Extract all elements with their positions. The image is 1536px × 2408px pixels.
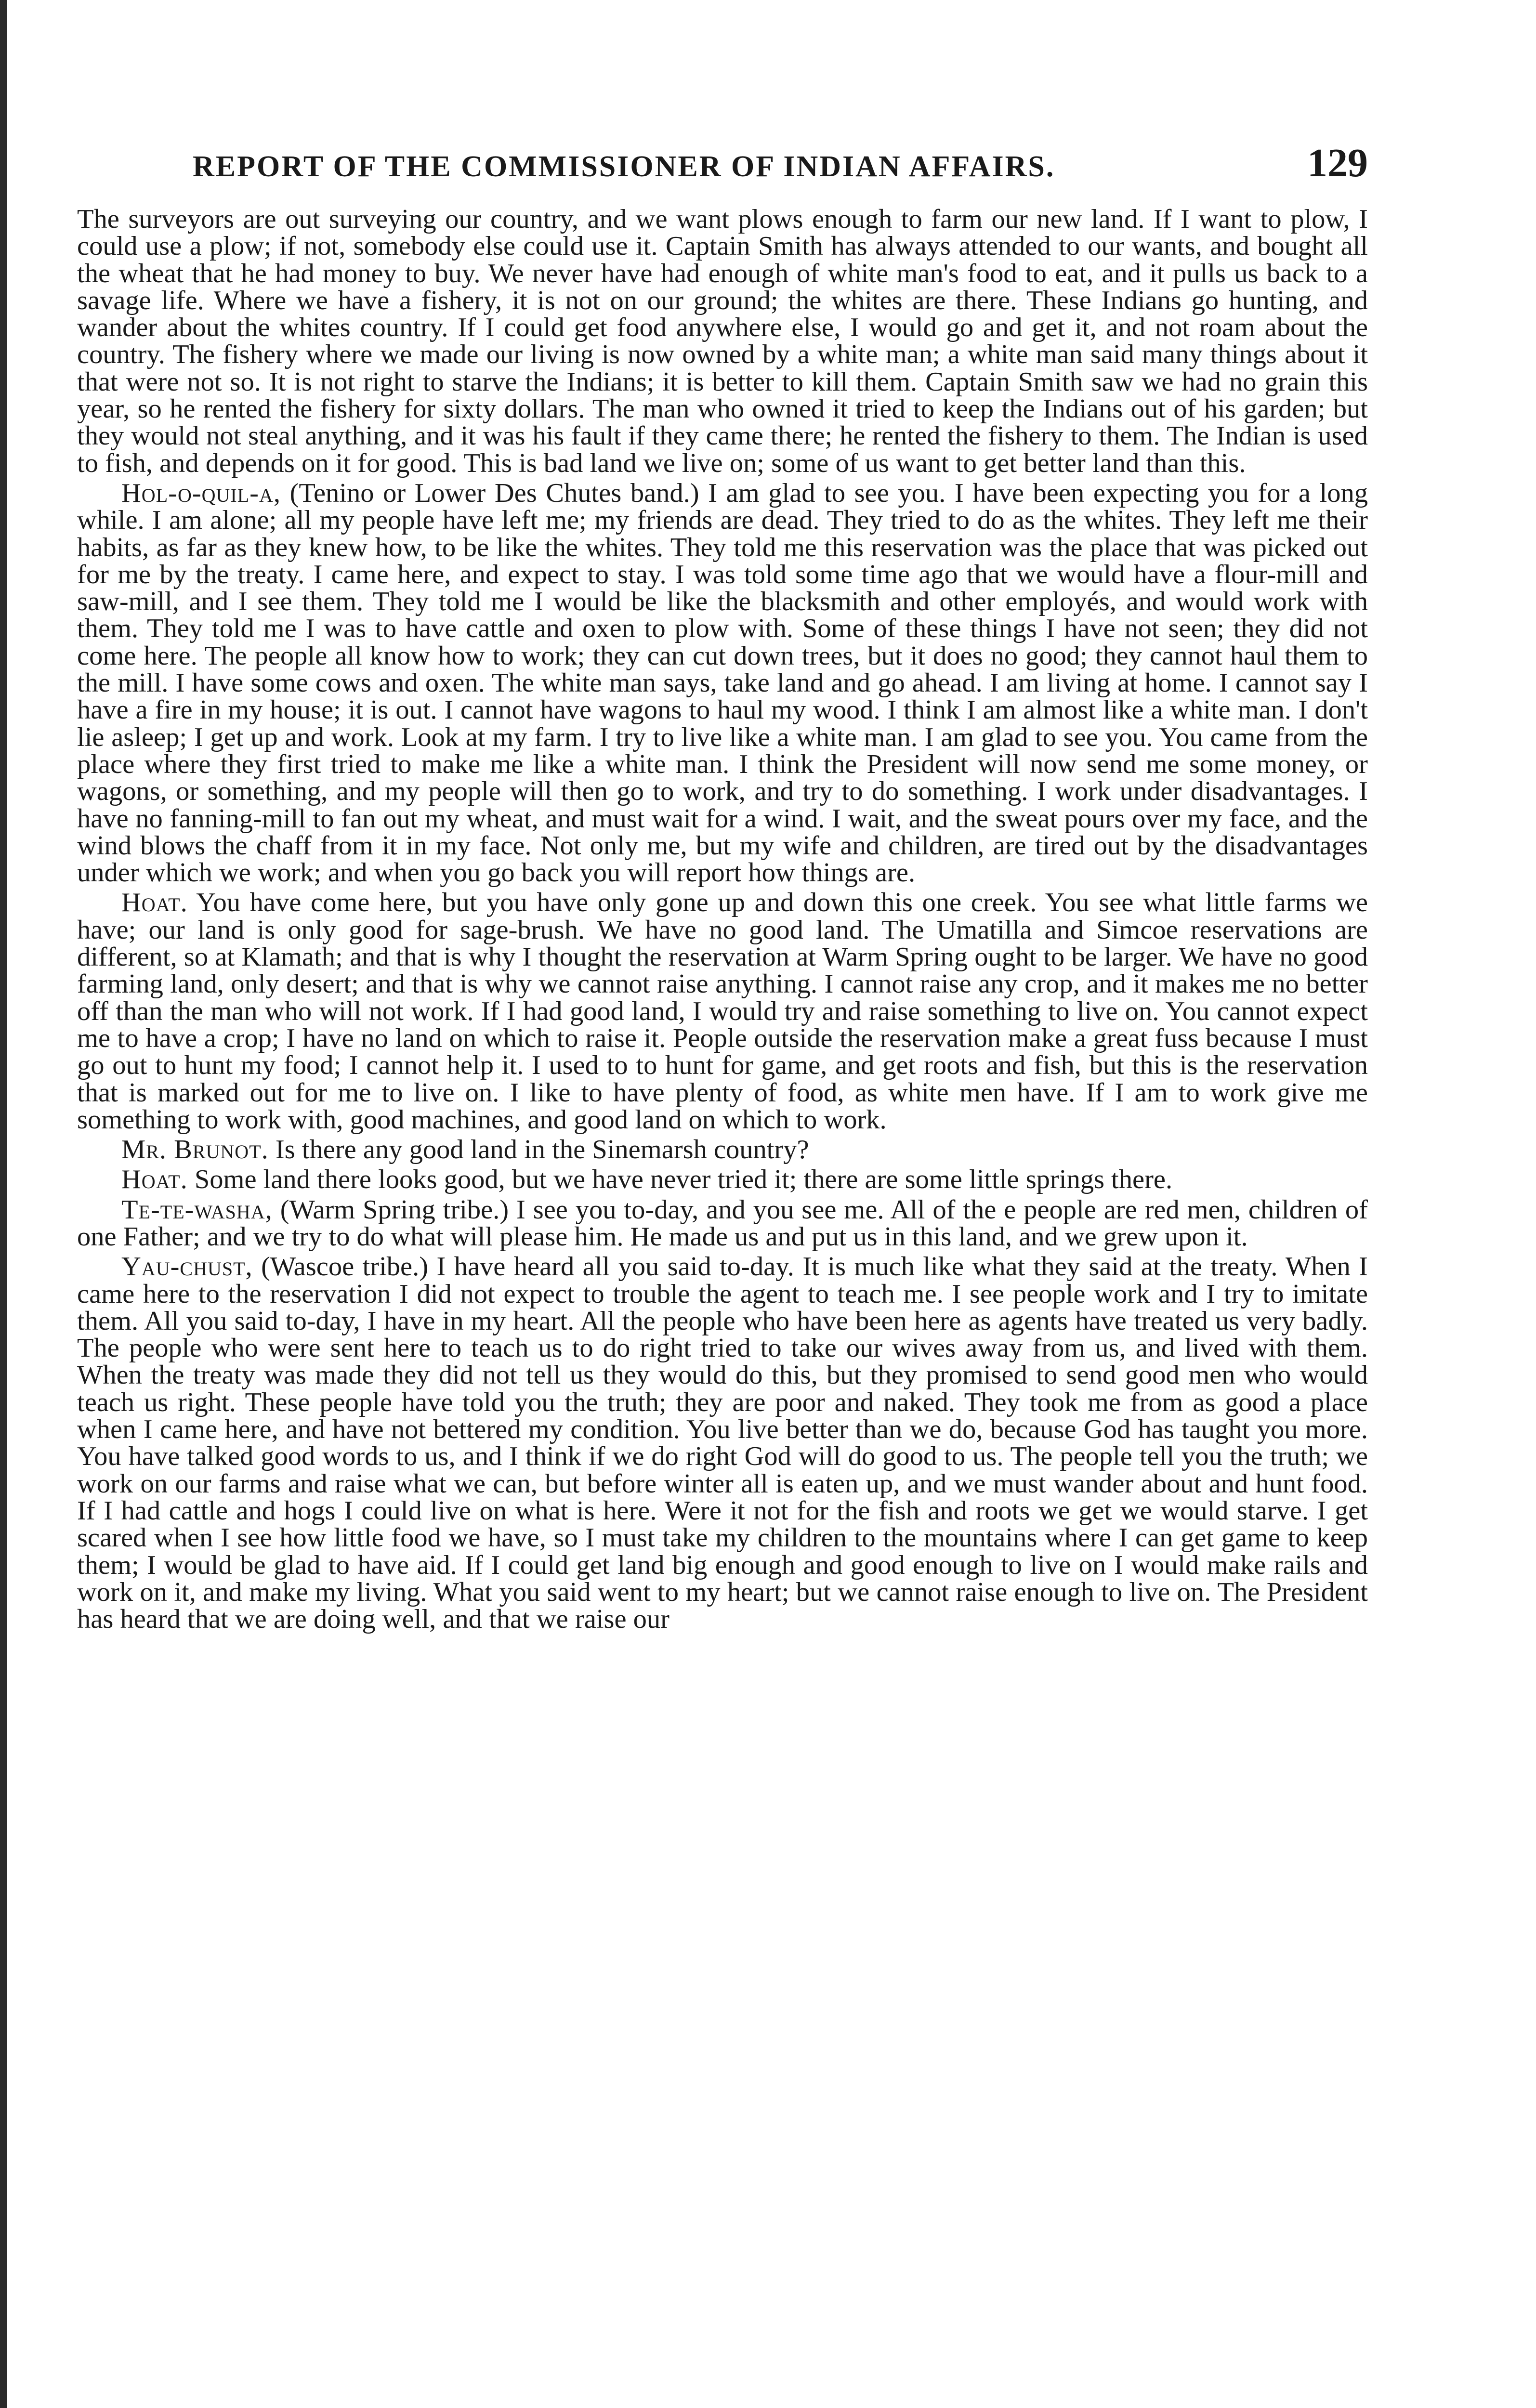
document-page [77,140,1368,1636]
paragraph-7 [77,1253,1368,1633]
speaker-name: Hoat. [121,888,188,918]
speaker-name: Mr. Brunot. [121,1135,269,1165]
paragraph-text: You have come here, but you have only gone up and down this one creek. You see what little farms we have; our land is only good for sage-brush. We have no good land. The Umatilla and Simcoe reservations are different, so at Klamath; and that is why I thought the reservation at Warm Spring ought to be larger. We have no good farming land, only desert; and that is why we cannot raise anything. I cannot raise any crop, and it makes me no better off than the man who will not work. If I had good land, I would try and raise something to live on. You cannot expect me to have a crop; I have no land on which to raise it. People outside the reservation make a great fuss because I must go out to hunt my food; I cannot help it. I used to to hunt for game, and get roots and fish, but this is the reservation that is marked out for me to live on. I like to have plenty of food, as white men have. If I am to work give me something to work with, good machines, and good land on which to work. [77,888,1368,1135]
page-number: 129 [1307,141,1368,185]
running-title: REPORT OF THE COMMISSIONER OF INDIAN AFFAIRS. [193,150,1055,183]
paragraph-text: The surveyors are out surveying our country, and we want plows enough to farm our new land. If I want to plow, I could use a plow; if not, somebody else could use it. Captain Smith has always attended to our wants, and bought all the wheat that he had money to buy. We never have had enough of white man's food to eat, and it pulls us back to a savage life. Where we have a fishery, it is not on our ground; the whites are there. These Indians go hunting, and wander about the whites country. If I could get food anywhere else, I would go and get it, and not roam about the country. The fishery where we made our living is now owned by a white man; a white man said many things about it that were not so. It is not right to starve the Indians; it is better to kill them. Captain Smith saw we had no grain this year, so he rented the fishery for sixty dollars. The man who owned it tried to keep the Indians out of his garden; but they would not steal anything, and it was his fault if they came there; he rented the fishery to them. The Indian is used to fish, and depends on it for good. This is bad land we live on; some of us want to get better land than this. [77,204,1368,478]
running-head [77,140,1368,186]
paragraph-text: Is there any good land in the Sinemarsh country? [268,1135,809,1165]
paragraph-3 [77,889,1368,1133]
speaker-name: Yau-chust, [121,1252,253,1282]
speaker-name: Hoat. [121,1165,188,1195]
paragraph-text: (Tenino or Lower Des Chutes band.) I am glad to see you. I have been expecting you for a long while. I am alone; all my people have left me; my friends are dead. They tried to do as the whites. They left me their habits, as far as they knew how, to be like the whites. They told me this reservation was the place that was picked out for me by the treaty. I came here, and expect to stay. I was told some time ago that we would have a flour-mill and saw-mill, and I see them. They told me I would be like the blacksmith and other employés, and would work with them. They told me I was to have cattle and oxen to plow with. Some of these things I have not seen; they did not come here. The people all know how to work; they can cut down trees, but it does no good; they cannot haul them to the mill. I have some cows and oxen. The white man says, take land and go ahead. I am living at home. I cannot say I have a fire in my house; it is out. I cannot have wagons to haul my wood. I think I am almost like a white man. I don't lie asleep; I get up and work. Look at my farm. I try to live like a white man. I am glad to see you. You came from the place where they first tried to make me like a white man. I think the President will now send me some money, or wagons, or something, and my people will then go to work, and try to do something. I work under disadvantages. I have no fanning-mill to fan out my wheat, and must wait for a wind. I wait, and the sweat pours over my face, and the wind blows the chaff from it in my face. Not only me, but my wife and children, are tired out by the disadvantages under which we work; and when you go back you will report how things are. [77,478,1368,888]
paragraph-text: (Wascoe tribe.) I have heard all you said to-day. It is much like what they said at the treaty. When I came here to the reservation I did not expect to trouble the agent to teach me. I see people work and I try to imitate them. All you said to-day, I have in my heart. All the people who have been here as agents have treated us very badly. The people who were sent here to teach us to do right tried to take our wives away from us, and lived with them. When the treaty was made they did not tell us they would do this, but they promised to send good men who would teach us right. These people have told you the truth; they are poor and naked. They took me from as good a place when I came here, and have not bettered my condition. You live better than we do, because God has taught you more. You have talked good words to us, and I think if we do right God will do good to us. The people tell you the truth; we work on our farms and raise what we can, but before winter all is eaten up, and we must wander about and hunt food. If I had cattle and hogs I could live on what is here. Were it not for the fish and roots we get we would starve. I get scared when I see how little food we have, so I must take my children to the mountains where I can get game to keep them; I would be glad to have aid. If I could get land big enough and good enough to live on I would make rails and work on it, and make my living. What you said went to my heart; but we cannot raise enough to live on. The President has heard that we are doing well, and that we raise our [77,1252,1368,1635]
paragraph-text: Some land there looks good, but we have never tried it; there are some little springs there. [187,1165,1173,1195]
paragraph-2 [77,480,1368,886]
scan-edge-left [0,0,7,2408]
speaker-name: Hol-o-quil-a, [121,478,281,508]
paragraph-text: (Warm Spring tribe.) I see you to-day, and you see me. All of the e people are red men, children of one Father; and we try to do what will please him. He made us and put us in this land, and we grew upon it. [77,1194,1368,1252]
paragraph-4 [77,1136,1368,1163]
speaker-name: Te-te-washa, [121,1194,273,1225]
body-text [77,206,1368,1633]
paragraph-6 [77,1196,1368,1251]
paragraph-5 [77,1166,1368,1193]
paragraph-1 [77,206,1368,477]
